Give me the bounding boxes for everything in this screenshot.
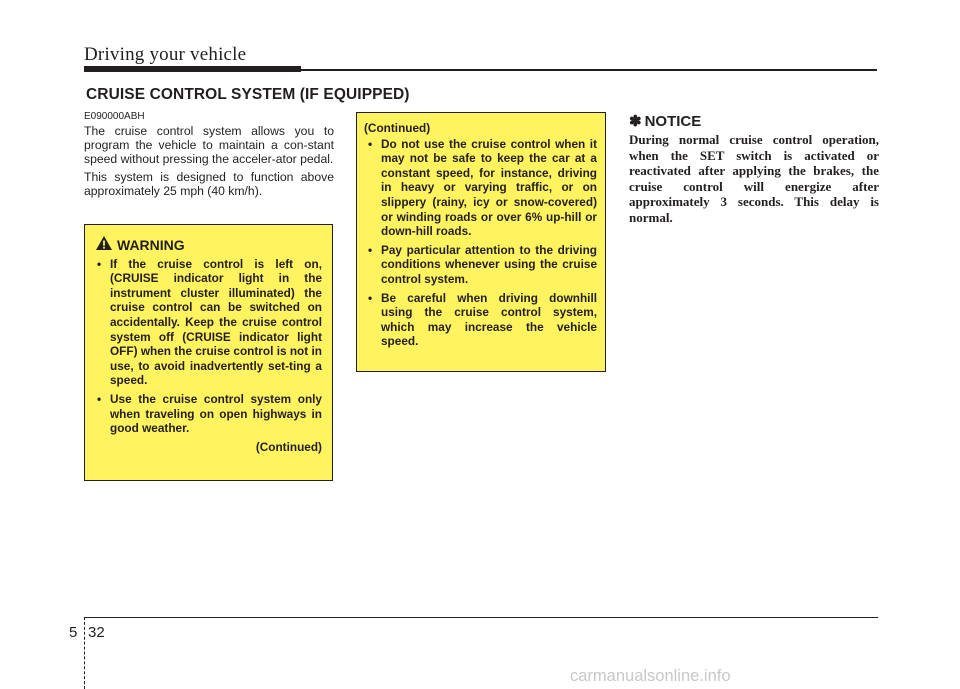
warning-list [93, 257, 322, 436]
header-rule [301, 69, 877, 71]
continued-warning-list [364, 137, 597, 349]
page-header-title: Driving your vehicle [84, 44, 247, 65]
intro-text [84, 124, 334, 202]
footer-divider [84, 617, 86, 689]
continued-label: (Continued) [255, 439, 322, 454]
warning-heading [95, 235, 322, 255]
intro-paragraph: The cruise control system allows you to program the vehicle to maintain a con-stant speed without pressing the acceler-ator pedal. [84, 124, 334, 166]
chapter-number: 5 [69, 624, 78, 641]
watermark: carmanualsonline.info [570, 667, 731, 685]
warning-item: • Pay particular attention to the driving conditions whenever using the cruise control system. [364, 243, 597, 287]
notice-label: NOTICE [644, 112, 702, 130]
warning-item: • Do not use the cruise control when it may not be safe to keep the car at a constant speed, for instance, driving in heavy or varying traffic, or on slippery (rainy, icy or snow-covered) or winding roads or over 6% up-hill or down-hill roads. [364, 137, 597, 239]
warning-item: • Be careful when driving downhill using the cruise control system, which may increase the vehicle speed. [364, 291, 597, 349]
header-bar-thick [84, 66, 301, 72]
warning-label: WARNING [117, 236, 185, 253]
section-title: CRUISE CONTROL SYSTEM (IF EQUIPPED) [86, 86, 410, 103]
notice-heading [629, 112, 701, 130]
continued-warning-box [356, 112, 606, 372]
footer-rule [84, 617, 878, 618]
continued-label: (Continued) [364, 121, 431, 135]
warning-item: • If the cruise control is left on, (CRUISE indicator light in the instrument cluster illuminated) the cruise control can be switched on accidentally. Keep the cruise control system off (CRUISE indicator light OFF) when the cruise control is not in use, to avoid inadvertently set-ting a speed. [93, 257, 322, 388]
page-number: 32 [88, 624, 105, 641]
warning-triangle-icon [95, 235, 113, 255]
notice-mark-icon: ✽ [629, 113, 642, 130]
section-code: E090000ABH [84, 111, 145, 122]
intro-paragraph: This system is designed to function above approximately 25 mph (40 km/h). [84, 170, 334, 198]
warning-item: • Use the cruise control system only when traveling on open highways in good weather. [93, 392, 322, 436]
warning-box [84, 224, 333, 481]
notice-text: During normal cruise control operation, when the SET switch is activated or reactivated after applying the brakes, the cruise control will energize after approximately 3 seconds. This delay is normal. [629, 132, 879, 225]
